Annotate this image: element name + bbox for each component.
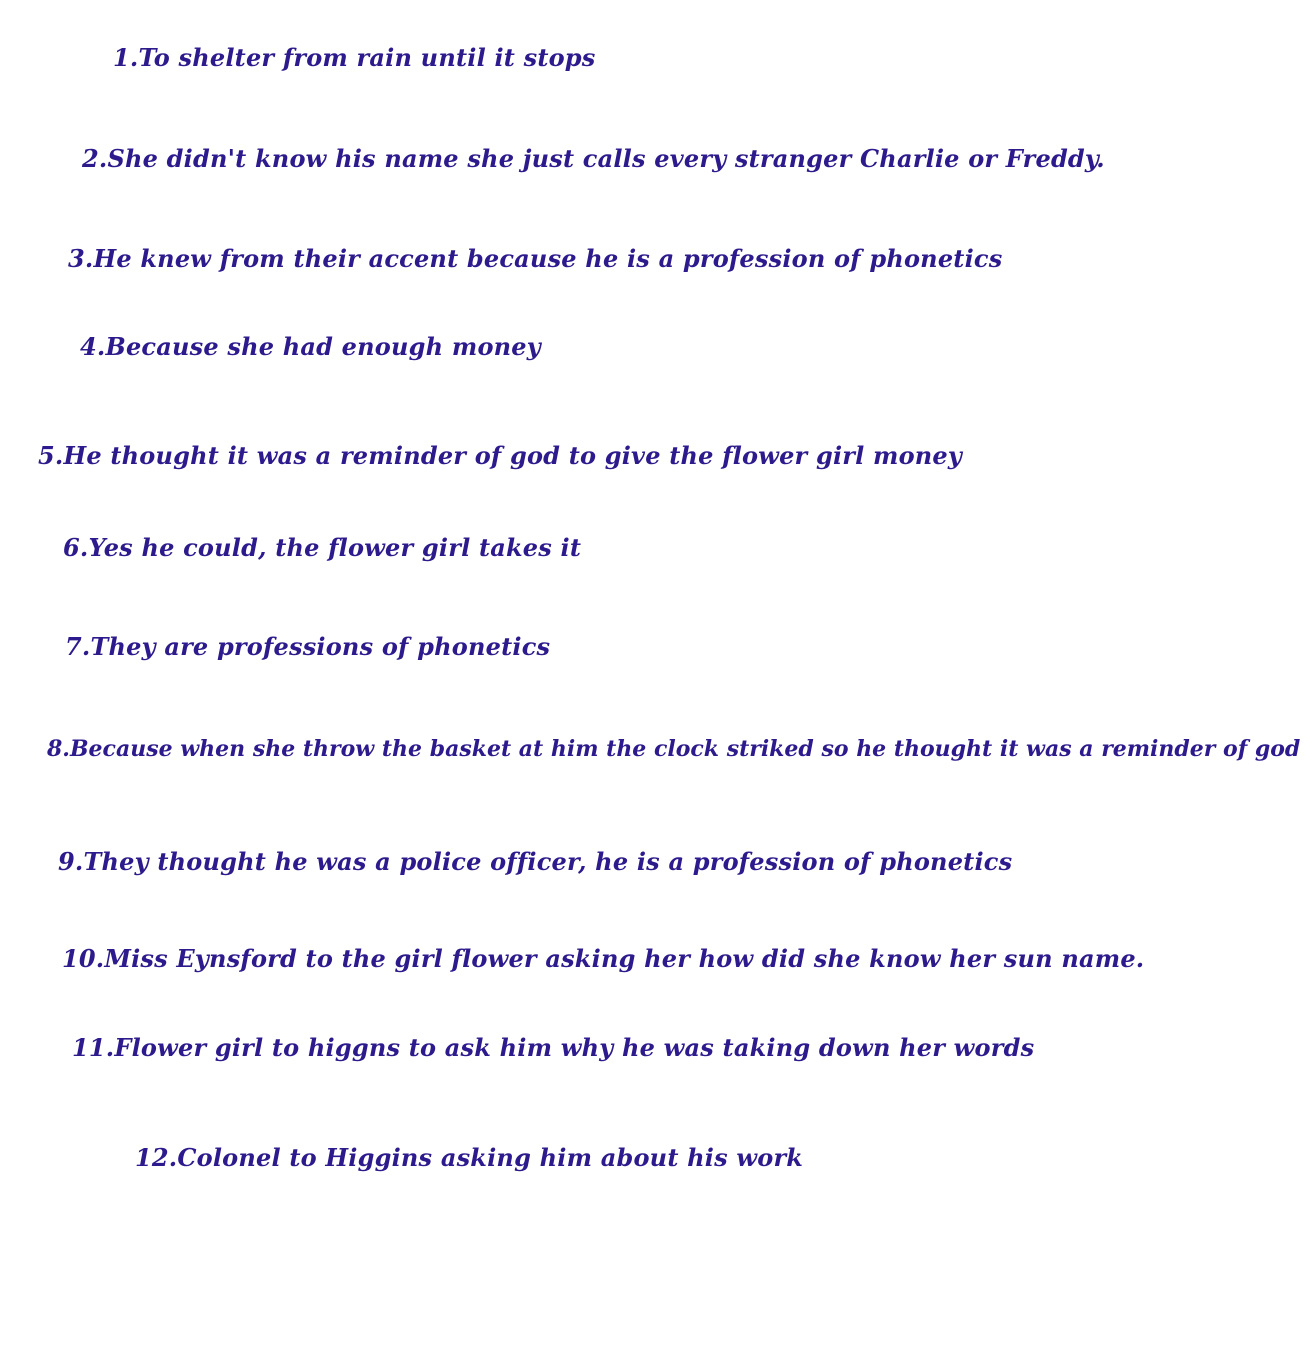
answer-3: 3.He knew from their accent because he is a profession of phonetics [68,244,1003,273]
answer-1: 1.To shelter from rain until it stops [113,43,596,72]
answer-11: 11.Flower girl to higgns to ask him why he was taking down her words [72,1033,1035,1062]
answer-2: 2.She didn't know his name she just calls every stranger Charlie or Freddy. [82,144,1105,173]
answer-10: 10.Miss Eynsford to the girl flower asking her how did she know her sun name. [62,944,1145,973]
answer-12: 12.Colonel to Higgins asking him about his work [135,1143,804,1172]
answer-9: 9.They thought he was a police officer, he is a profession of phonetics [58,847,1013,876]
answer-7: 7.They are professions of phonetics [65,632,551,661]
answer-4: 4.Because she had enough money [80,332,541,361]
answer-6: 6.Yes he could, the flower girl takes it [63,533,582,562]
answer-8: 8.Because when she throw the basket at him the clock striked so he thought it was a reminder of god [47,736,1301,762]
answer-5: 5.He thought it was a reminder of god to give the flower girl money [38,441,963,470]
